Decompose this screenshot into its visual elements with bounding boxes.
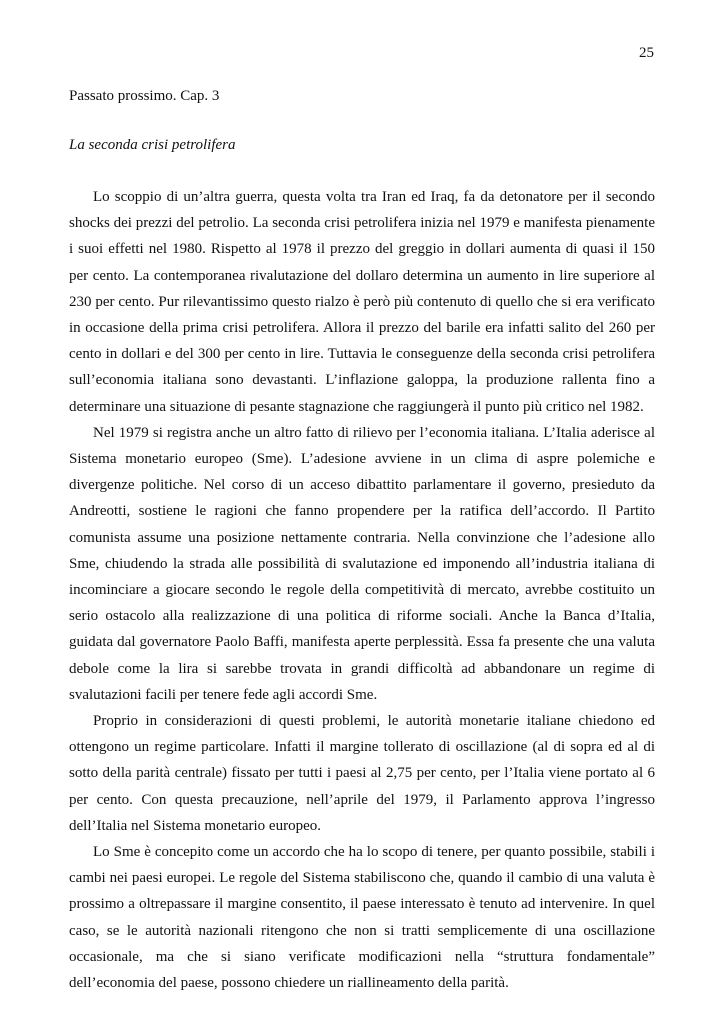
section-title: La seconda crisi petrolifera bbox=[69, 137, 236, 153]
paragraph: Lo Sme è concepito come un accordo che ha lo scopo di tenere, per quanto possibile, stabili i cambi nei paesi europei. Le regole del Sistema stabiliscono che, quando il cambio di una valuta è prossimo a oltrepassare il margine consentito, il paese interessato è tenuto ad intervenire. In quel caso, se le autorità nazionali ritengono che non si tratti semplicemente di una oscillazione occasionale, ma che si siano verificate modificazioni nella “struttura fondamentale” dell’economia del paese, possono chiedere un riallineamento della parità. bbox=[69, 844, 655, 992]
paragraph: Nel 1979 si registra anche un altro fatto di rilievo per l’economia italiana. L’Italia aderisce al Sistema monetario europeo (Sme). L’adesione avviene in un clima di aspre polemiche e divergenze politiche. Nel corso di un acceso dibattito parlamentare il governo, presieduto da Andreotti, sostiene le ragioni che fanno propendere per la ratifica dell’accordo. Il Partito comunista assume una posizione nettamente contraria. Nella convinzione che l’adesione allo Sme, chiudendo la strada alle possibilità di svalutazione ed imponendo all’industria italiana di incominciare a giocare secondo le regole della competitività di mercato, avrebbe costituito un serio ostacolo alla realizzazione di una politica di riforme sociali. Anche la Banca d’Italia, guidata dal governatore Paolo Baffi, manifesta aperte perplessità. Essa fa presente che una valuta debole come la lira si sarebbe trovata in grandi difficoltà ad abbandonare un regime di svalutazioni facili per tenere fede agli accordi Sme. bbox=[69, 424, 655, 703]
page-number: 25 bbox=[639, 45, 654, 61]
body-text bbox=[69, 184, 655, 996]
chapter-heading: Passato prossimo. Cap. 3 bbox=[69, 88, 220, 104]
paragraph: Proprio in considerazioni di questi problemi, le autorità monetarie italiane chiedono ed ottengono un regime particolare. Infatti il margine tollerato di oscillazione (al di sopra ed al di sotto della parità centrale) fissato per tutti i paesi al 2,75 per cento, per l’Italia viene portato al 6 per cento. Con questa precauzione, nell’aprile del 1979, il Parlamento approva l’ingresso dell’Italia nel Sistema monetario europeo. bbox=[69, 713, 655, 834]
paragraph: Lo scoppio di un’altra guerra, questa volta tra Iran ed Iraq, fa da detonatore per il secondo shocks dei prezzi del petrolio. La seconda crisi petrolifera inizia nel 1979 e manifesta pienamente i suoi effetti nel 1980. Rispetto al 1978 il prezzo del greggio in dollari aumenta di quasi il 150 per cento. La contemporanea rivalutazione del dollaro determina un aumento in lire superiore al 230 per cento. Pur rilevantissimo questo rialzo è però più contenuto di quello che si era verificato in occasione della prima crisi petrolifera. Allora il prezzo del barile era infatti salito del 260 per cento in dollari e del 300 per cento in lire. Tuttavia le conseguenze della seconda crisi petrolifera sull’economia italiana sono devastanti. L’inflazione galoppa, la produzione rallenta fino a determinare una situazione di pesante stagnazione che raggiungerà il punto più critico nel 1982. bbox=[69, 189, 655, 415]
